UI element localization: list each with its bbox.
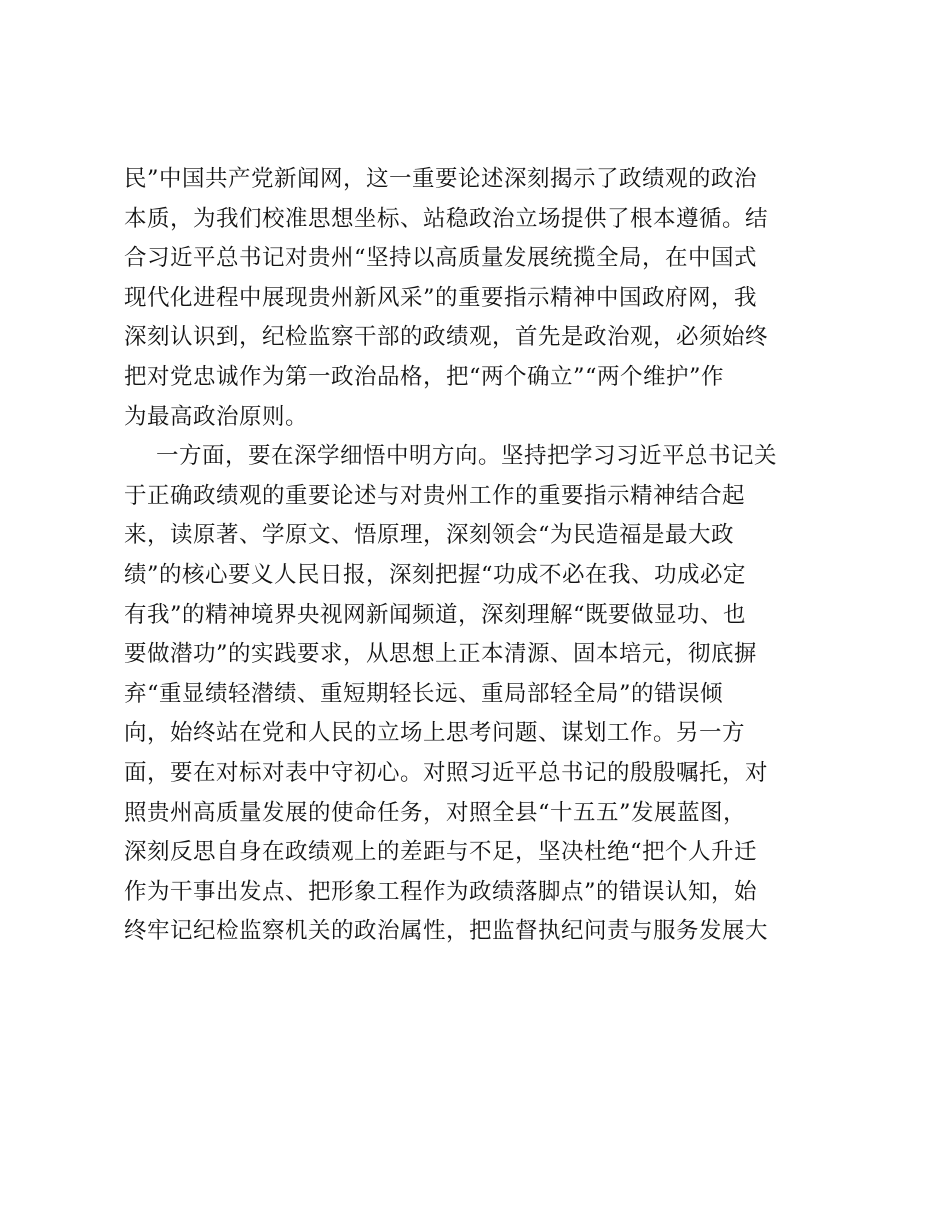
text-line: 为最高政治原则。 [124,403,309,430]
text-line: 面，要在对标对表中守初心。对照习近平总书记的殷殷嘱托，对 [124,759,769,786]
text-line: 来，读原著、学原文、悟原理，深刻领会“为民造福是最大政 [124,522,735,549]
text-line: 把对党忠诚作为第一政治品格，把“两个确立”“两个维护”作 [124,363,725,390]
text-line: 要做潜功”的实践要求，从思想上正本清源、固本培元，彻底摒 [124,641,758,668]
text-line: 本质，为我们校准思想坐标、站稳政治立场提供了根本遵循。结 [124,205,769,232]
body-text [124,160,829,952]
text-line: 终牢记纪检监察机关的政治属性，把监督执纪问责与服务发展大 [124,918,769,945]
text-line: 作为干事出发点、把形象工程作为政绩落脚点”的错误认知，始 [124,878,758,905]
text-line: 绩”的核心要义人民日报，深刻把握“功成不必在我、功成必定 [124,561,747,588]
text-line: 现代化进程中展现贵州新风采”的重要指示精神中国政府网，我 [124,284,758,311]
text-line: 民”中国共产党新闻网，这一重要论述深刻揭示了政绩观的政治 [124,166,758,192]
text-line: 照贵州高质量发展的使命任务，对照全县“十五五”发展蓝图， [124,799,747,826]
text-line: 向，始终站在党和人民的立场上思考问题、谋划工作。另一方 [124,720,746,747]
text-line: 深刻反思自身在政绩观上的差距与不足，坚决杜绝“把个人升迁 [124,839,758,866]
text-line: 有我”的精神境界央视网新闻频道，深刻理解“既要做显功、也 [124,601,747,628]
paragraph-start-line: 一方面，要在深学细悟中明方向。坚持把学习习近平总书记关 [156,443,778,470]
text-line: 于正确政绩观的重要论述与对贵州工作的重要指示精神结合起 [124,482,746,509]
text-line: 弃“重显绩轻潜绩、重短期轻长远、重局部轻全局”的错误倾 [124,680,724,707]
text-line: 合习近平总书记对贵州“坚持以高质量发展统揽全局，在中国式 [124,245,758,272]
text-line: 深刻认识到，纪检监察干部的政绩观，首先是政治观，必须始终 [124,324,769,351]
